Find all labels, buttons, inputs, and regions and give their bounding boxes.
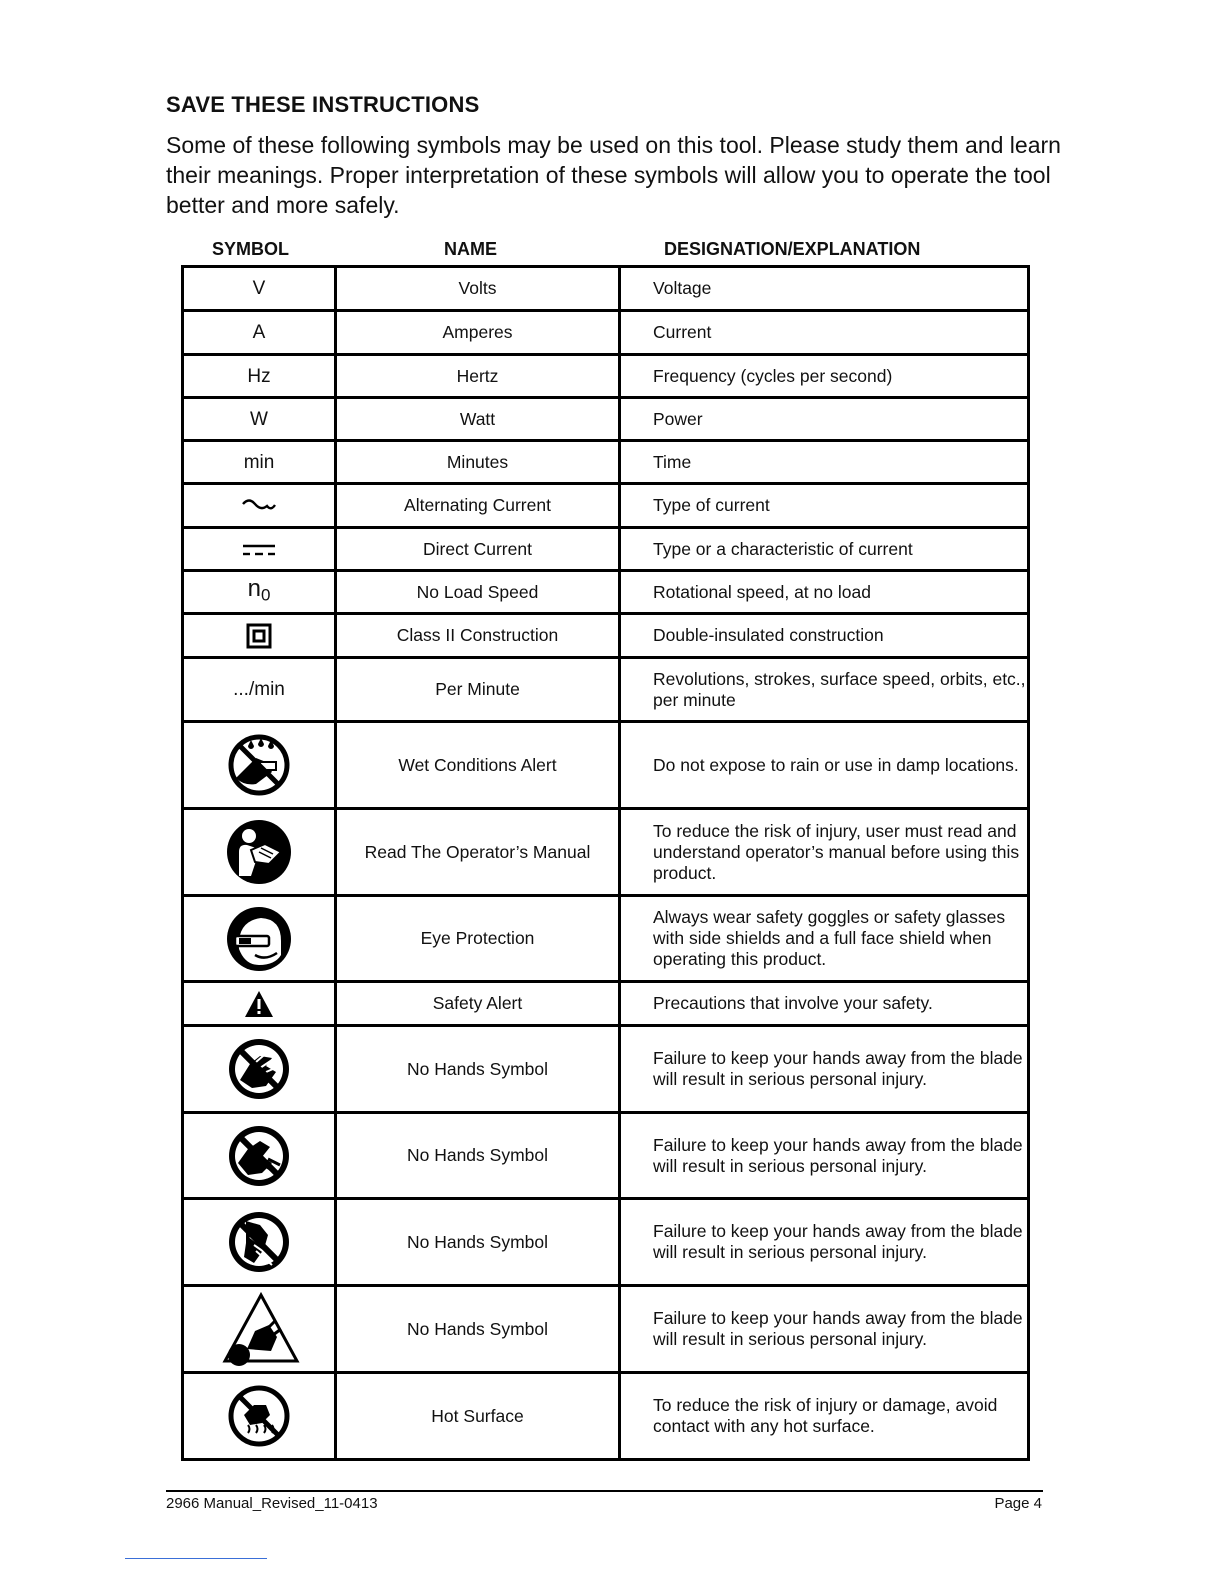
no-hands-icon (226, 1209, 292, 1275)
symbol-cell (183, 355, 336, 398)
table-row (183, 896, 1029, 982)
symbol-cell (183, 722, 336, 809)
column-header-designation: DESIGNATION/EXPLANATION (664, 239, 921, 259)
name-cell: No Hands Symbol (336, 1026, 620, 1113)
description-cell: Revolutions, strokes, surface speed, orbits, etc., per minute (620, 658, 1029, 722)
safety-alert-icon (243, 989, 275, 1019)
table-row (183, 267, 1029, 311)
symbols-table (181, 265, 1030, 1461)
name-cell: Hertz (336, 355, 620, 398)
intro-paragraph: Some of these following symbols may be used on this tool. Please study them and learn their meanings. Proper interpretation of these symbols will allow you to operate the tool better and more safely. (166, 132, 1061, 218)
symbol-cell (183, 1373, 336, 1460)
description-cell: Failure to keep your hands away from the blade will result in serious personal injury. (620, 1113, 1029, 1199)
symbol-text: A (252, 322, 266, 343)
description-cell: Do not expose to rain or use in damp locations. (620, 722, 1029, 809)
name-cell: Watt (336, 398, 620, 441)
description-cell: Failure to keep your hands away from the blade will result in serious personal injury. (620, 1199, 1029, 1286)
name-cell: Minutes (336, 441, 620, 484)
description-cell: Current (620, 311, 1029, 355)
symbol-cell (183, 267, 336, 311)
symbol-text: min (243, 451, 275, 473)
symbol-cell (183, 982, 336, 1026)
no-hands-icon (226, 1123, 292, 1189)
name-cell: Volts (336, 267, 620, 311)
table-row (183, 1113, 1029, 1199)
name-cell: Alternating Current (336, 484, 620, 528)
table-row (183, 1199, 1029, 1286)
symbol-cell (183, 896, 336, 982)
symbol-cell (183, 571, 336, 614)
table-row (183, 571, 1029, 614)
name-cell: Hot Surface (336, 1373, 620, 1460)
table-row (183, 528, 1029, 571)
name-cell: No Hands Symbol (336, 1286, 620, 1373)
symbol-text: .../min (233, 679, 285, 700)
symbol-cell (183, 441, 336, 484)
description-cell: Type of current (620, 484, 1029, 528)
description-cell: Power (620, 398, 1029, 441)
symbol-cell (183, 614, 336, 658)
symbol-text: Hz (247, 365, 271, 387)
symbol-text: n (247, 575, 261, 603)
no-hands-icon (226, 1036, 292, 1102)
name-cell: Direct Current (336, 528, 620, 571)
page-number: Page 4 (994, 1495, 1042, 1512)
double-square-icon (246, 623, 272, 649)
description-cell: To reduce the risk of injury or damage, avoid contact with any hot surface. (620, 1373, 1029, 1460)
description-cell: Time (620, 441, 1029, 484)
read-manual-icon (225, 818, 293, 886)
eye-protection-icon (225, 905, 293, 973)
table-row (183, 1286, 1029, 1373)
footer-divider (166, 1490, 1043, 1492)
link-underline (125, 1558, 267, 1559)
symbol-cell (183, 1286, 336, 1373)
page-heading: SAVE THESE INSTRUCTIONS (166, 92, 480, 117)
symbol-cell (183, 484, 336, 528)
symbol-text: V (252, 278, 266, 299)
name-cell: Eye Protection (336, 896, 620, 982)
name-cell: No Load Speed (336, 571, 620, 614)
direct-current-icon (242, 543, 276, 557)
name-cell: No Hands Symbol (336, 1113, 620, 1199)
name-cell: Read The Operator’s Manual (336, 809, 620, 896)
symbol-cell (183, 1026, 336, 1113)
symbol-subscript: 0 (260, 585, 271, 605)
table-row (183, 398, 1029, 441)
description-cell: Voltage (620, 267, 1029, 311)
hot-surface-prohibited-icon (226, 1383, 292, 1449)
description-cell: Type or a characteristic of current (620, 528, 1029, 571)
table-column-headers (182, 239, 1029, 263)
column-header-name: NAME (444, 239, 497, 259)
name-cell: No Hands Symbol (336, 1199, 620, 1286)
description-cell: Always wear safety goggles or safety glasses with side shields and a full face shield when operating this product. (620, 896, 1029, 982)
symbol-cell (183, 658, 336, 722)
table-row (183, 1026, 1029, 1113)
symbol-cell (183, 809, 336, 896)
symbol-cell (183, 398, 336, 441)
symbol-cell (183, 1199, 336, 1286)
name-cell: Wet Conditions Alert (336, 722, 620, 809)
description-cell: To reduce the risk of injury, user must read and understand operator’s manual before using this product. (620, 809, 1029, 896)
table-row (183, 311, 1029, 355)
description-cell: Rotational speed, at no load (620, 571, 1029, 614)
symbol-text: W (250, 408, 268, 430)
table-row (183, 658, 1029, 722)
description-cell: Failure to keep your hands away from the blade will result in serious personal injury. (620, 1026, 1029, 1113)
table-row (183, 809, 1029, 896)
table-row (183, 441, 1029, 484)
table-row (183, 722, 1029, 809)
hand-warning-triangle-icon (217, 1291, 301, 1367)
symbol-cell (183, 1113, 336, 1199)
symbol-cell (183, 311, 336, 355)
table-row (183, 614, 1029, 658)
symbol-cell (183, 528, 336, 571)
table-row (183, 484, 1029, 528)
name-cell: Safety Alert (336, 982, 620, 1026)
table-row (183, 982, 1029, 1026)
description-cell: Frequency (cycles per second) (620, 355, 1029, 398)
table-row (183, 1373, 1029, 1460)
description-cell: Failure to keep your hands away from the blade will result in serious personal injury. (620, 1286, 1029, 1373)
description-cell: Precautions that involve your safety. (620, 982, 1029, 1026)
name-cell: Class II Construction (336, 614, 620, 658)
document-id: 2966 Manual_Revised_11-0413 (166, 1495, 378, 1512)
table-row (183, 355, 1029, 398)
column-header-symbol: SYMBOL (212, 239, 290, 259)
wet-conditions-prohibited-icon (226, 732, 292, 798)
alternating-current-icon (239, 496, 279, 516)
name-cell: Per Minute (336, 658, 620, 722)
description-cell: Double-insulated construction (620, 614, 1029, 658)
name-cell: Amperes (336, 311, 620, 355)
